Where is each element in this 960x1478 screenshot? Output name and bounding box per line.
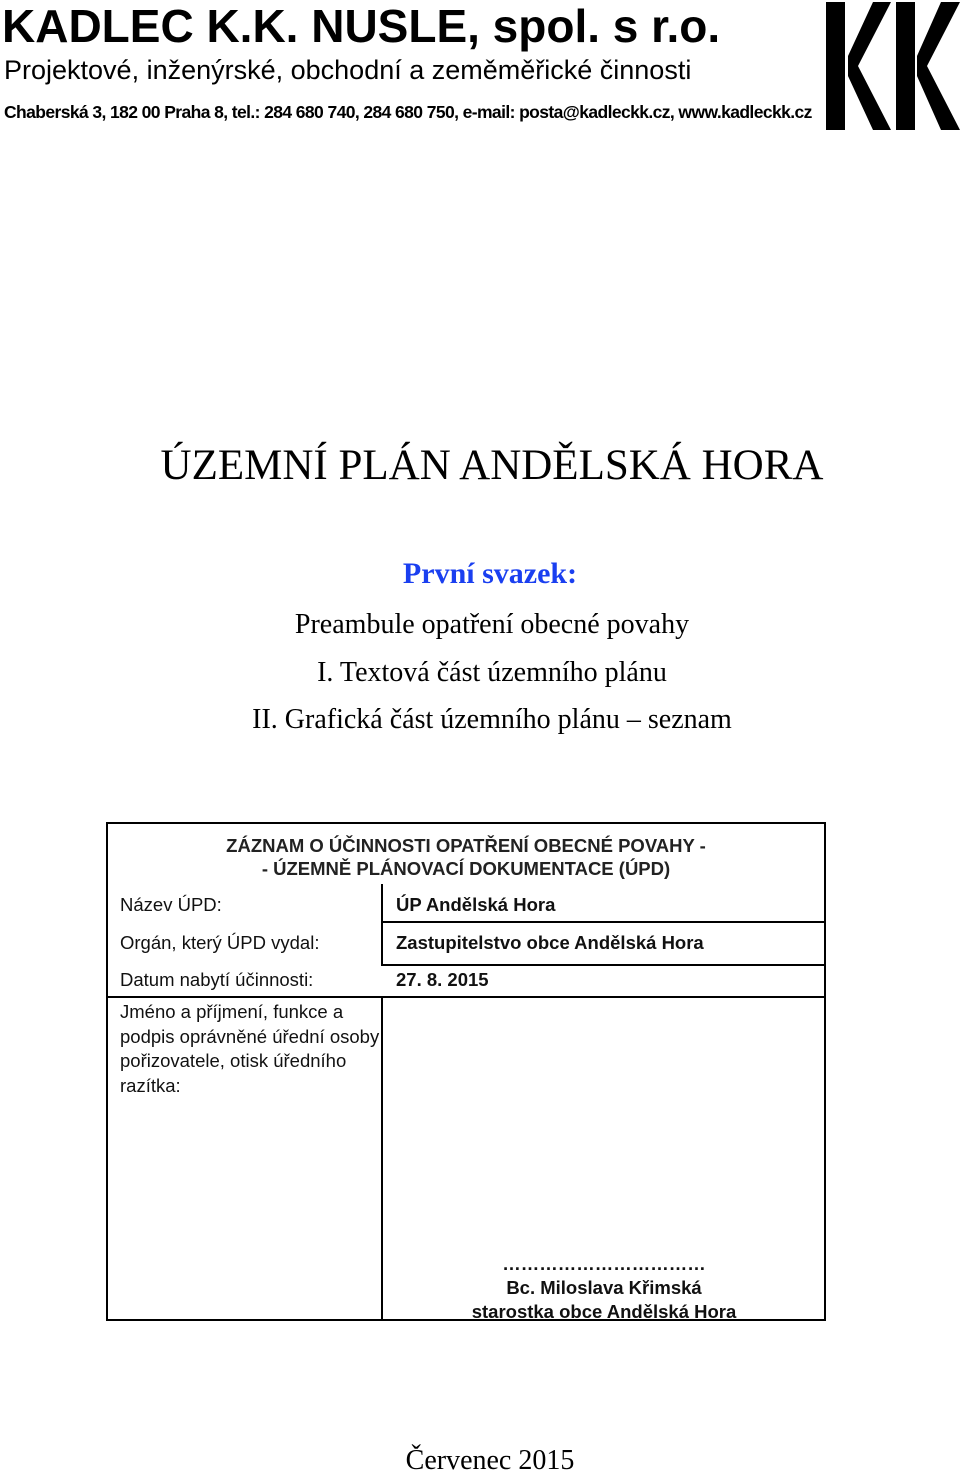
company-activity: Projektové, inženýrské, obchodní a zeměměřické činnosti [4, 55, 692, 85]
effective-date-label: Datum nabytí účinnosti: [120, 969, 314, 990]
effectiveness-record-box [106, 822, 826, 1321]
contents-item: I. Textová část územního plánu [317, 657, 667, 688]
company-contact: Chaberská 3, 182 00 Praha 8, tel.: 284 680 740, 284 680 750, e-mail: posta@kadleckk.cz, www.kadleckk.cz [4, 102, 812, 122]
contents-item: II. Grafická část územního plánu – seznam [252, 704, 732, 735]
signature-line: …………………………… [502, 1253, 706, 1274]
row-divider [381, 921, 826, 923]
record-title: ZÁZNAM O ÚČINNOSTI OPATŘENÍ OBECNÉ POVAHY - - ÚZEMNĚ PLÁNOVACÍ DOKUMENTACE (ÚPD) [226, 835, 706, 879]
row-divider [381, 964, 826, 966]
document-title: ÚZEMNÍ PLÁN ANDĚLSKÁ HORA [160, 442, 824, 489]
row-divider [108, 996, 826, 998]
company-name: KADLEC K.K. NUSLE, spol. s r.o. [2, 0, 721, 52]
issuing-body-label: Orgán, který ÚPD vydal: [120, 932, 320, 953]
contents-item: Preambule opatření obecné povahy [294, 609, 690, 640]
volume-heading: První svazek: [402, 557, 578, 590]
authorized-person-label: Jméno a příjmení, funkce a podpis oprávněné úřední osoby pořizovatele, otisk úředního razítka: [120, 1001, 380, 1096]
issuing-body-value: Zastupitelstvo obce Andělská Hora [396, 932, 704, 953]
signatory-role: starostka obce Andělská Hora [471, 1301, 737, 1322]
effective-date-value: 27. 8. 2015 [396, 969, 489, 990]
company-logo [826, 2, 960, 130]
upd-name-value: ÚP Andělská Hora [396, 894, 556, 915]
document-date: Červenec 2015 [405, 1445, 575, 1476]
column-divider [381, 884, 383, 966]
signatory-name: Bc. Miloslava Křimská [506, 1277, 702, 1298]
signature-block [382, 1252, 826, 1324]
upd-name-label: Název ÚPD: [120, 894, 222, 915]
